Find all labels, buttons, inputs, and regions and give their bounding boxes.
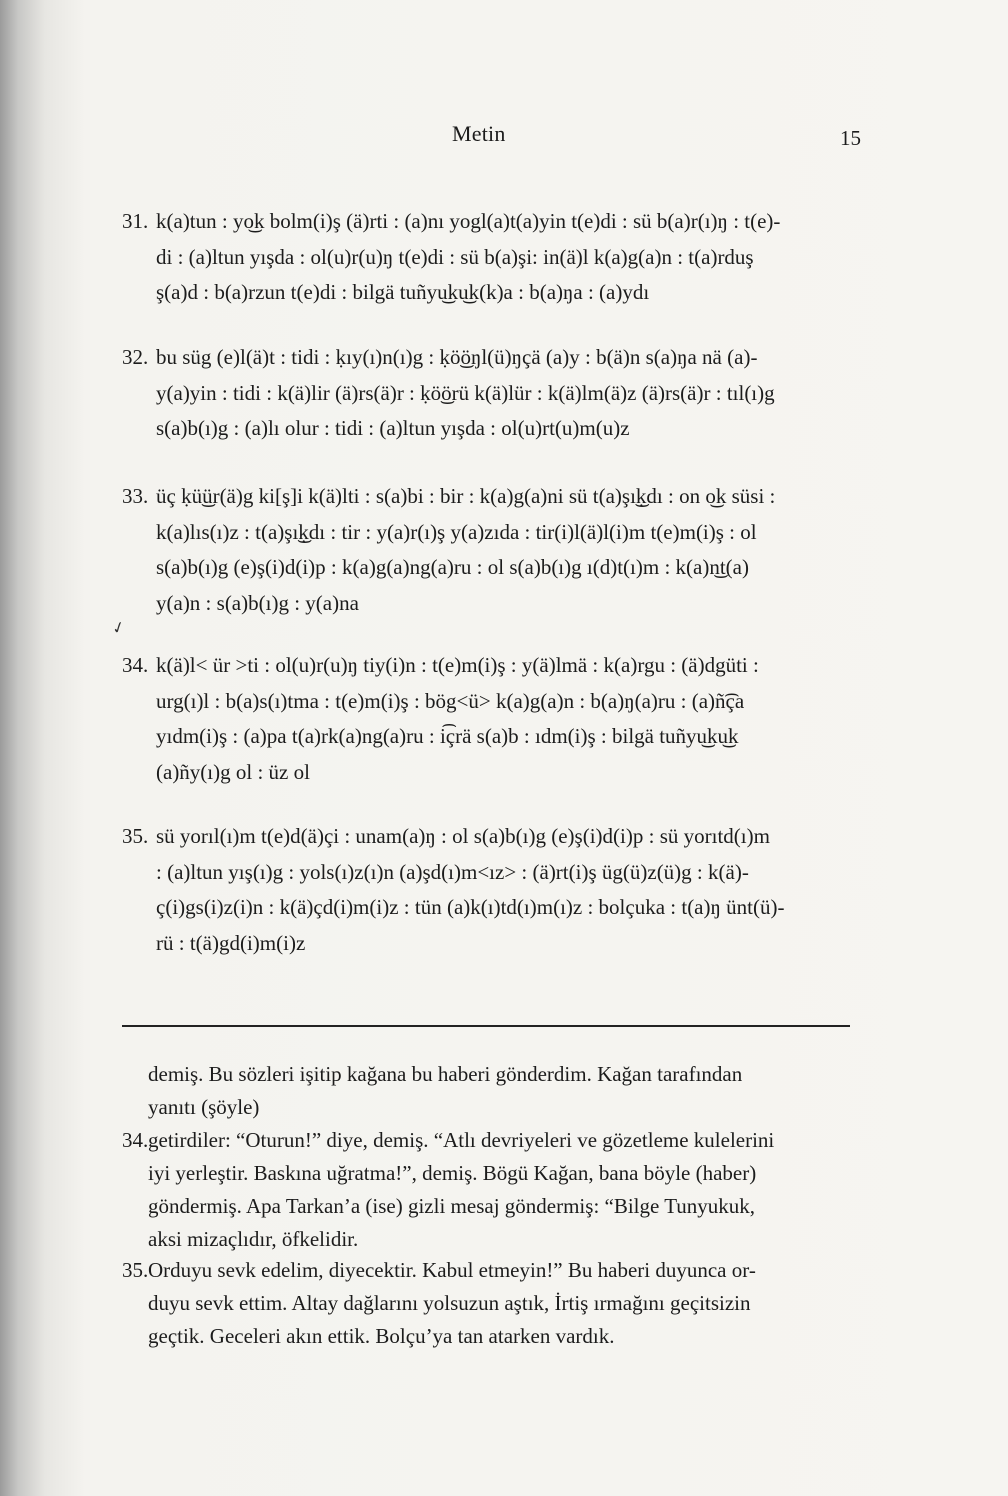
- text-line: üç ḳü͜ür(ä)g ki[ş]i k(ä)lti : s(a)bi : bir : k(a)g(a)ni sü t(a)şı͜ḳdı : on o͜k süsi :: [156, 484, 776, 508]
- text-line: Orduyu sevk edelim, diyecektir. Kabul etmeyin!” Bu haberi duyunca or-: [148, 1258, 756, 1282]
- translation-entry-34: [122, 1124, 852, 1256]
- text-line: geçtik. Geceleri akın ettik. Bolçu’ya tan atarken vardık.: [148, 1324, 615, 1348]
- text-line: iyi yerleştir. Baskına uğratma!”, demiş. Bögü Kağan, bana böyle (haber): [148, 1161, 757, 1185]
- text-line: k(a)lıs(ı)z : t(a)şı͜ḳdı : tir : y(a)r(ı)ş y(a)zıda : tir(i)l(ä)l(i)m t(e)m(i)ş : ol: [156, 519, 757, 544]
- transcription-entry-34: [122, 648, 862, 790]
- text-line: bu süg (e)l(ä)t : tidi : ḳıy(ı)n(ı)g : ḳö͜öŋl(ü)ŋçä (a)y : b(ä)n s(a)ŋa nä (a)-: [156, 345, 758, 369]
- text-line: (a)ñy(ı)g ol : üz ol: [156, 759, 310, 784]
- entry-number: 32.: [122, 345, 149, 369]
- text-line: urg(ı)l : b(a)s(ı)tma : t(e)m(i)ş : bög<ü> k(a)g(a)n : b(a)ŋ(a)ru : (a)ñ͡ça: [156, 688, 745, 713]
- translation-continuation: [122, 1058, 852, 1124]
- pencil-check-mark-icon: ✓: [109, 618, 128, 639]
- text-line: göndermiş. Apa Tarkan’a (ise) gizli mesaj göndermiş: “Bilge Tunyukuk,: [148, 1194, 756, 1218]
- text-line: s(a)b(ı)g (e)ş(i)d(i)p : k(a)g(a)ng(a)ru : ol s(a)b(ı)g ı(d)t(ı)m : k(a)n͜t(a): [156, 555, 749, 579]
- text-line: y(a)n : s(a)b(ı)g : y(a)na: [156, 590, 359, 615]
- text-line: k(a)tun : yo͜k bolm(i)ş (ä)rti : (a)nı yogl(a)t(a)yin t(e)di : sü b(a)r(ı)ŋ : t(e)-: [156, 209, 781, 233]
- text-line: : (a)ltun yış(ı)g : yols(ı)z(ı)n (a)şd(ı)m<ız> : (ä)rt(i)ş üg(ü)z(ü)g : k(ä)-: [156, 859, 749, 884]
- entry-number: 35.: [122, 1258, 149, 1282]
- entry-number: 35.: [122, 824, 149, 848]
- text-line: yıdm(i)ş : (a)pa t(a)rk(a)ng(a)ru : i͡çrä s(a)b : ıdm(i)ş : bilgä tuñyu͜ku͜k: [156, 724, 739, 748]
- text-line: ç(i)gs(i)z(i)n : k(ä)çd(i)m(i)z : tün (a)k(ı)td(ı)m(ı)z : bolçuka : t(a)ŋ ünt(ü)-: [156, 895, 785, 919]
- text-line: demiş. Bu sözleri işitip kağana bu haberi gönderdim. Kağan tarafından: [148, 1062, 743, 1086]
- section-divider: [122, 1025, 850, 1027]
- transcription-entry-33: [122, 479, 862, 621]
- transcription-entry-32: [122, 340, 862, 447]
- entry-number: 33.: [122, 484, 149, 508]
- text-line: yanıtı (şöyle): [148, 1095, 260, 1119]
- translation-entry-35: [122, 1254, 852, 1353]
- text-line: getirdiler: “Oturun!” diye, demiş. “Atlı devriyeleri ve gözetleme kulelerini: [148, 1128, 775, 1152]
- text-line: duyu sevk ettim. Altay dağlarını yolsuzun aştık, İrtiş ırmağını geçitsizin: [148, 1291, 751, 1315]
- text-line: di : (a)ltun yışda : ol(u)r(u)ŋ t(e)di : sü b(a)şi: in(ä)l k(a)g(a)n : t(a)rduş: [156, 244, 754, 269]
- transcription-entry-31: [122, 204, 862, 311]
- text-line: k(ä)l< ür >ti : ol(u)r(u)ŋ tiy(i)n : t(e)m(i)ş : y(ä)lmä : k(a)rgu : (ä)dgüti :: [156, 653, 759, 677]
- running-header-title: Metin: [452, 121, 506, 146]
- text-line: rü : t(ä)gd(i)m(i)z: [156, 930, 306, 955]
- entry-number: 34.: [122, 653, 149, 677]
- text-line: ş(a)d : b(a)rzun t(e)di : bilgä tuñyu͜ku͜k(k)a : b(a)ŋa : (a)ydı: [156, 280, 650, 304]
- text-line: aksi mizaçlıdır, öfkelidir.: [148, 1227, 359, 1251]
- transcription-entry-35: [122, 819, 862, 961]
- text-line: sü yorıl(ı)m t(e)d(ä)çi : unam(a)ŋ : ol s(a)b(ı)g (e)ş(i)d(i)p : sü yorıtd(ı)m: [156, 824, 770, 848]
- entry-number: 34.: [122, 1128, 149, 1152]
- entry-number: 31.: [122, 209, 149, 233]
- text-line: s(a)b(ı)g : (a)lı olur : tidi : (a)ltun yışda : ol(u)rt(u)m(u)z: [156, 416, 630, 440]
- text-line: y(a)yin : tidi : k(ä)lir (ä)rs(ä)r : ḳö͜örü k(ä)lür : k(ä)lm(ä)z (ä)rs(ä)r : tıl(ı)g: [156, 380, 775, 405]
- page-number: 15: [840, 126, 861, 150]
